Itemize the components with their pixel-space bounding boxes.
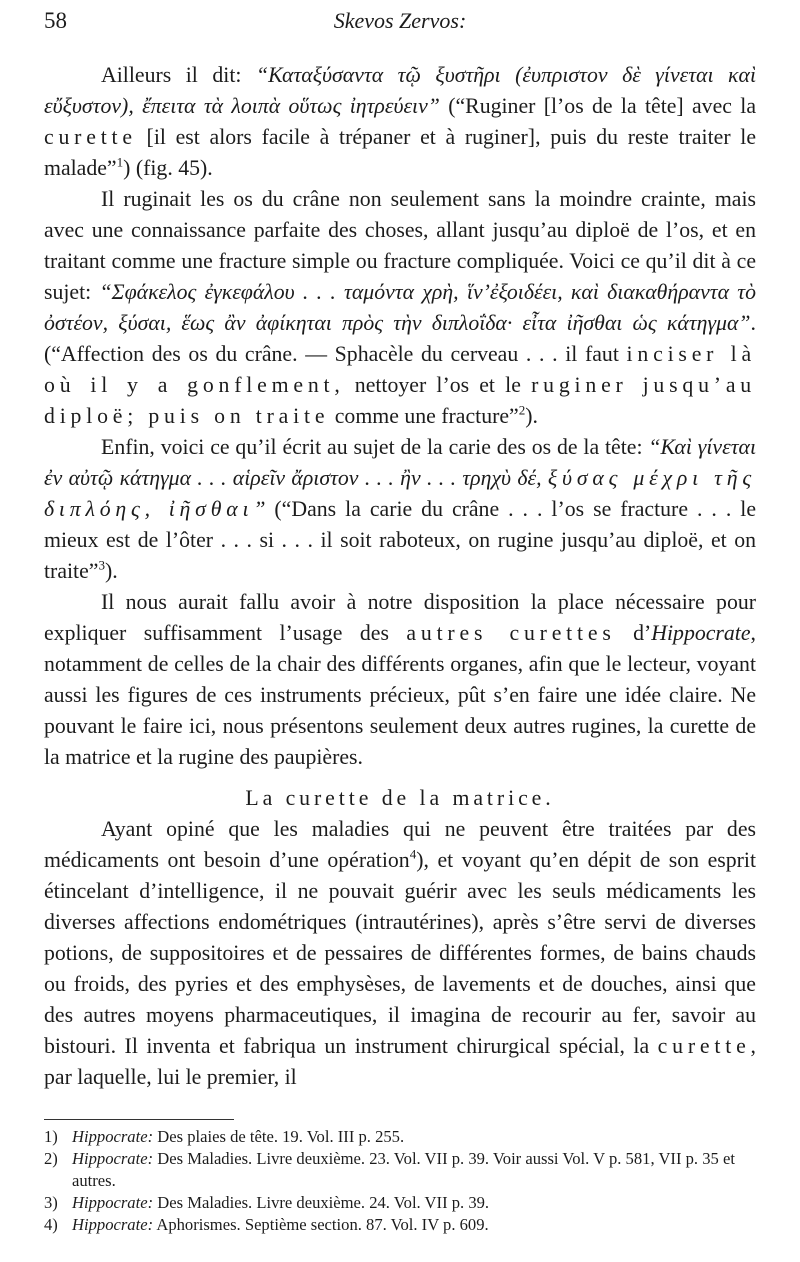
running-title: Skevos Zervos: [333,8,467,33]
paragraph-3 [44,432,756,587]
paragraph-4 [44,587,756,773]
running-header [0,8,800,38]
greek-quote: “Καὶ γίνεται ἐν αὐτῷ κάτηγμα . . . αἱρεῖν ἄριστον . . . ἢν . . . τρηχὺ δέ, [44,435,756,490]
footnote-ref: 4 [409,846,417,862]
section-heading: La curette de la matrice. [245,786,555,810]
greek-quote: “Σφάκελος ἐγκεφάλου . . . ταμόντα χρὴ, ἵν’ἐξοιδέει, καὶ διακαθήραντα τὸ ὀστέον, ξύσαι, ἕως ἂν ἀφίκηται πρὸς τὴν διπλοΐδα· εἶτα ἰῆσθαι ὡς κάτηγμα” [44,280,756,335]
page-number: 58 [44,8,67,33]
text-run: comme une fracture” [329,404,519,428]
footnote-text: Des plaies de tête. 19. Vol. III p. 255. [153,1127,405,1146]
spaced-emphasis: inciser là où il y a gonflement, [44,342,756,397]
text-run: ) (fig. 45). [123,156,213,180]
footnote-text: Aphorismes. Septième section. 87. Vol. IV p. 609. [153,1215,489,1234]
footnote-number: 4) [44,1215,58,1234]
footnote-number: 3) [44,1193,58,1212]
paragraph-5 [44,814,756,1093]
spaced-term: autres curettes [406,621,616,645]
footnote-number: 2) [44,1149,58,1168]
footnote-ref: 3 [98,557,105,573]
text-run: Il ruginait les os du crâne non seulement sans la moindre crainte, mais avec une connaissance parfaite des choses, allant jusqu’au diploë de l’os, et en traitant comme une fracture simple ou fracture compliquée. Voici ce qu’il dit à ce sujet: [44,187,756,304]
footnote-4 [44,1214,756,1236]
paragraph-2 [44,184,756,432]
text-run: Il nous aurait fallu avoir à notre disposition la place nécessaire pour expliquer suffisamment l’usage des [44,590,756,645]
footnote-1 [44,1126,756,1148]
footnote-2 [44,1148,756,1192]
footnote-author: Hippocrate: [72,1193,154,1212]
footnote-number: 1) [44,1127,58,1146]
text-run: ). [525,404,538,428]
footnotes [44,1126,756,1236]
text-run: Ayant opiné que les maladies qui ne peuvent être traitées par des médicaments ont besoin d’une opération [44,817,756,872]
greek-quote: ” [253,497,266,521]
spaced-term: curette [657,1034,751,1058]
footnote-author: Hippocrate: [72,1127,154,1146]
body-text [44,60,756,1093]
footnote-rule [44,1119,234,1120]
text-run: ). [105,559,118,583]
footnote-ref: 2 [518,402,526,418]
text-run: , notamment de celles de la chair des différents organes, afin que le lecteur, voyant aussi les figures de ces instruments précieux, pût s’en faire une idée claire. Ne pouvant le faire ici, nous présentons seulement deux autres rugines, la curette de la matrice et la rugine des paupières. [44,621,756,769]
footnote-text: Des Maladies. Livre deuxième. 24. Vol. VII p. 39. [153,1193,490,1212]
spaced-emphasis: ruginer jusqu’au diploë; puis on traite [44,373,756,428]
text-run: Ailleurs il dit: [101,63,256,87]
author-name: Hippocrate [651,621,751,645]
footnote-ref: 1 [116,154,124,170]
greek-spaced-quote: ξύσας μέχρι τῆς διπλόης, ἰῆσθαι [44,466,756,521]
footnote-text: Des Maladies. Livre deuxième. 23. Vol. VII p. 39. Voir aussi Vol. V p. 581, VII p. 35 et autres. [72,1149,735,1190]
text-run: nettoyer l’os et le [344,373,532,397]
paragraph-1 [44,60,756,184]
text-run: (“Dans la carie du crâne . . . l’os se fracture . . . le mieux est de l’ôter . . . si . . . il soit raboteux, on rugine jusqu’au diploë, et on traite” [44,497,757,583]
footnote-author: Hippocrate: [72,1215,154,1234]
text-run: Enfin, voici ce qu’il écrit au sujet de la carie des os de la tête: [101,435,649,459]
footnote-3 [44,1192,756,1214]
text-run: ), et voyant qu’en dépit de son esprit étincelant d’intelligence, il ne pouvait guérir avec les seuls médicaments les diverses affections endométriques (intrautérines), après s’être servi de diverses potions, de suppositoires et de pessaires de différentes formes, de bains chauds ou froids, des pyries et des emphysèses, de lavements et de douches, ainsi que des autres moyens pharmaceutiques, il imagina de recourir au fer, savoir au bistouri. Il inventa et fabriqua un instrument chirurgical spécial, la [44,848,756,1058]
spaced-term: curette [44,125,137,149]
greek-quote: “Καταξύσαντα τῷ ξυστῆρι (ἐυπριστον δὲ γίνεται καὶ εὔξυστον), ἔπειτα τὰ λοιπὰ οὕτως ἰητρεύειν” [44,63,757,118]
footnote-author: Hippocrate: [72,1149,154,1168]
text-run: . (“Affection des os du crâne. — Sphacèle du cerveau . . . il faut [44,311,756,366]
text-run: [il est alors facile à trépaner et à ruginer], puis du reste traiter le malade” [44,125,756,180]
text-run: (“Ruginer [l’os de la tête] avec la [439,94,756,118]
text-run: , par laquelle, lui le premier, il [44,1034,756,1089]
text-run: d’ [615,621,652,645]
